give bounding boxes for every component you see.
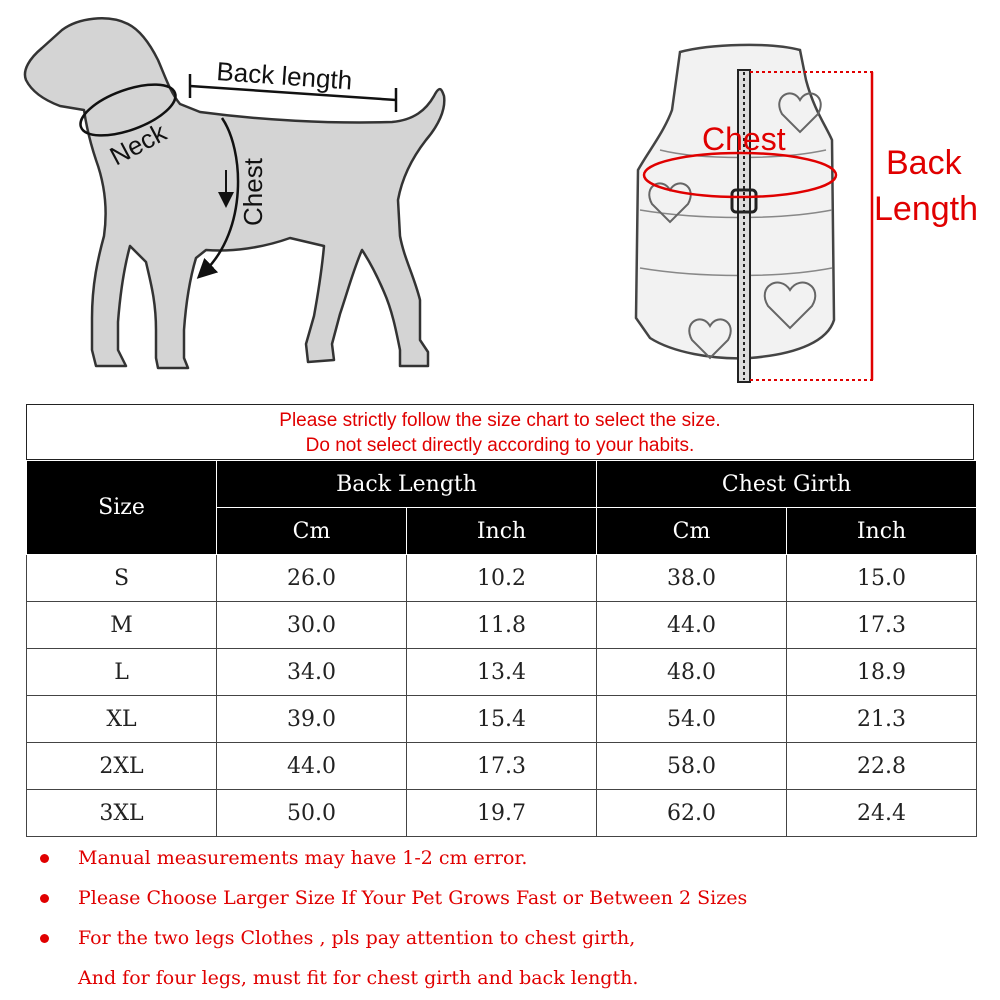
back-inch-cell: 17.3 — [407, 743, 597, 790]
chest-label: Chest — [238, 158, 268, 226]
illustration-area — [0, 0, 1000, 400]
table-row — [27, 790, 977, 837]
back-cm-cell: 30.0 — [217, 602, 407, 649]
neck-label: Neck — [104, 116, 172, 172]
back-inch-cell: 13.4 — [407, 649, 597, 696]
note-item — [38, 842, 978, 882]
back-inch-cell: 15.4 — [407, 696, 597, 743]
note-text: For the two legs Clothes , pls pay attention to chest girth, — [78, 927, 636, 949]
table-row — [27, 696, 977, 743]
size-cell: L — [27, 649, 217, 696]
chest-girth-column-header: Chest Girth — [597, 461, 977, 508]
size-cell: S — [27, 555, 217, 602]
back-cm-cell: 50.0 — [217, 790, 407, 837]
chest-inch-cell: 18.9 — [787, 649, 977, 696]
back-cm-cell: 44.0 — [217, 743, 407, 790]
notice-line-1: Please strictly follow the size chart to select the size. — [279, 410, 721, 431]
vest-silhouette — [636, 45, 834, 358]
table-row — [27, 555, 977, 602]
back-inch-cell: 19.7 — [407, 790, 597, 837]
back-length-inch-header: Inch — [407, 508, 597, 555]
chest-girth-cm-header: Cm — [597, 508, 787, 555]
back-cm-cell: 34.0 — [217, 649, 407, 696]
bullet-icon — [40, 854, 49, 863]
table-row — [27, 602, 977, 649]
size-cell: 2XL — [27, 743, 217, 790]
notice-line-2: Do not select directly according to your habits. — [305, 435, 695, 456]
back-cm-cell: 26.0 — [217, 555, 407, 602]
size-cell: XL — [27, 696, 217, 743]
table-row — [27, 743, 977, 790]
table-row — [27, 649, 977, 696]
bullet-icon — [40, 894, 49, 903]
size-chart-table — [26, 460, 977, 837]
back-length-cm-header: Cm — [217, 508, 407, 555]
dog-diagram — [0, 0, 480, 400]
back-inch-cell: 10.2 — [407, 555, 597, 602]
chest-cm-cell: 58.0 — [597, 743, 787, 790]
back-inch-cell: 11.8 — [407, 602, 597, 649]
back-length-column-header: Back Length — [217, 461, 597, 508]
vest-back-label: Back — [886, 144, 962, 182]
chest-inch-cell: 22.8 — [787, 743, 977, 790]
bullet-icon — [40, 934, 49, 943]
size-column-header: Size — [27, 461, 217, 555]
vest-length-label: Length — [874, 190, 978, 228]
chest-cm-cell: 38.0 — [597, 555, 787, 602]
note-continuation: And for four legs, must fit for chest girth and back length. — [78, 967, 639, 989]
chest-inch-cell: 15.0 — [787, 555, 977, 602]
chest-inch-cell: 24.4 — [787, 790, 977, 837]
vest-diagram — [600, 40, 1000, 390]
chest-cm-cell: 62.0 — [597, 790, 787, 837]
chest-girth-inch-header: Inch — [787, 508, 977, 555]
note-text: Please Choose Larger Size If Your Pet Grows Fast or Between 2 Sizes — [78, 887, 748, 909]
chest-cm-cell: 48.0 — [597, 649, 787, 696]
chest-cm-cell: 54.0 — [597, 696, 787, 743]
chest-cm-cell: 44.0 — [597, 602, 787, 649]
vest-chest-label: Chest — [702, 121, 786, 157]
back-length-label: Back length — [215, 56, 354, 96]
size-notice — [26, 404, 974, 460]
chest-inch-cell: 21.3 — [787, 696, 977, 743]
back-cm-cell: 39.0 — [217, 696, 407, 743]
size-cell: 3XL — [27, 790, 217, 837]
note-item — [38, 922, 978, 962]
chest-inch-cell: 17.3 — [787, 602, 977, 649]
note-item — [38, 882, 978, 922]
notes-list — [38, 842, 978, 1000]
size-cell: M — [27, 602, 217, 649]
note-text: Manual measurements may have 1-2 cm error. — [78, 847, 528, 869]
